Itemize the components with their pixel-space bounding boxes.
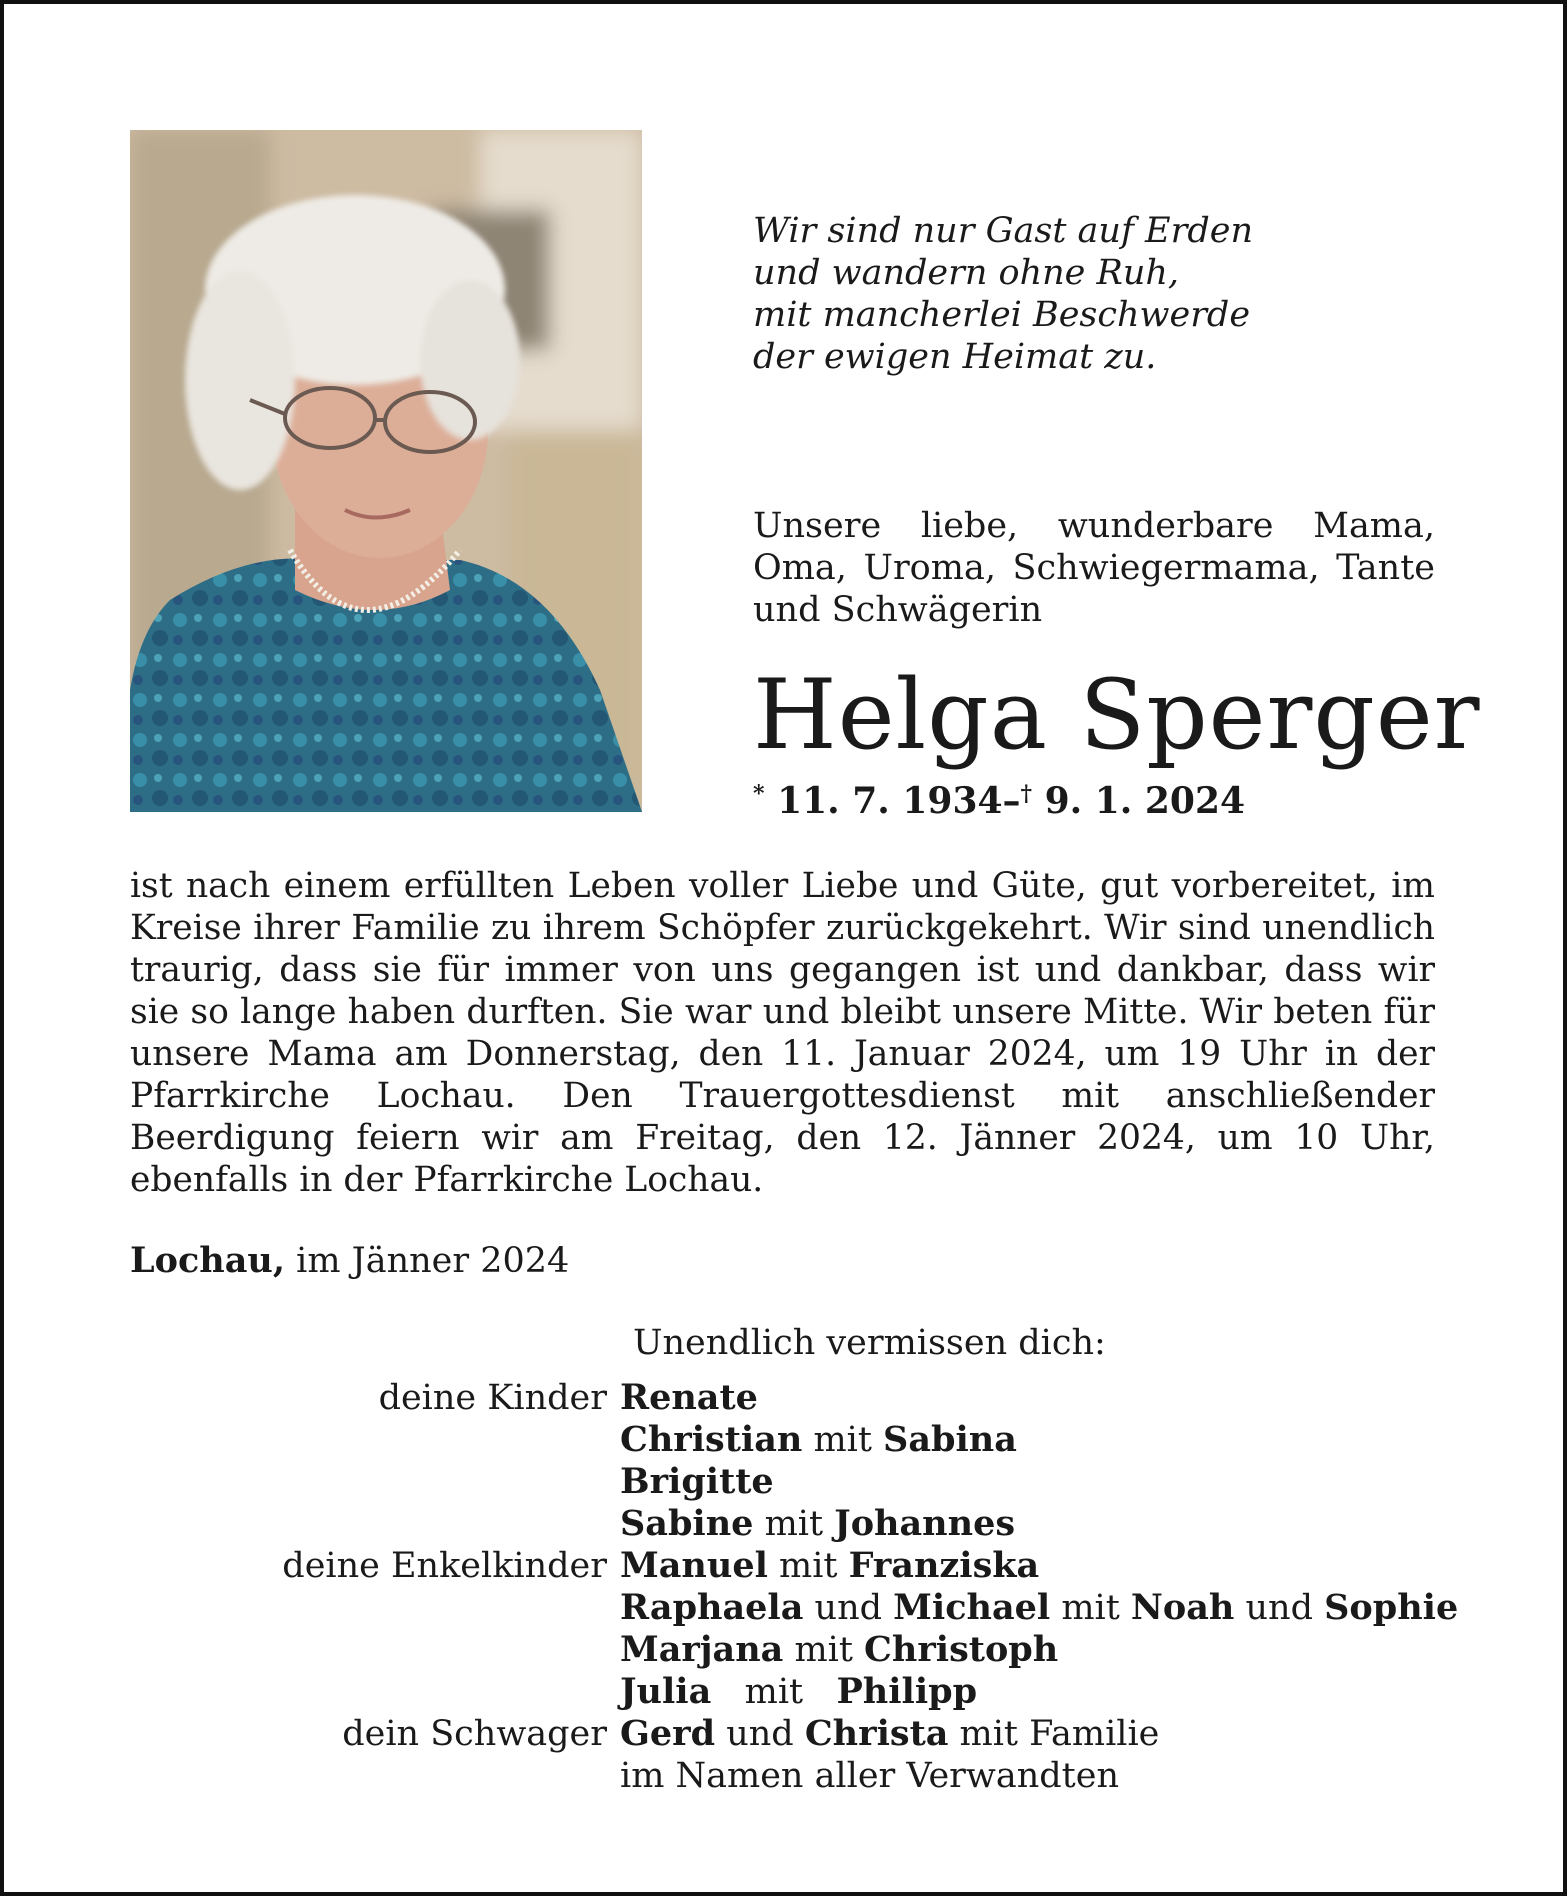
mourner-name: Christoph bbox=[864, 1629, 1059, 1670]
mourner-name: Philipp bbox=[836, 1671, 978, 1712]
mourner-name: Manuel bbox=[620, 1545, 768, 1586]
mourner-connector: und bbox=[1234, 1588, 1325, 1628]
poem-line: mit mancherlei Beschwerde bbox=[753, 295, 1251, 335]
mourner-row bbox=[130, 1587, 1490, 1629]
deceased-name: Helga Sperger bbox=[753, 659, 1481, 771]
mourner-role bbox=[130, 1461, 620, 1503]
intro-text: Unsere liebe, wunderbare Mama, Oma, Uroma, Schwiegermama, Tante und Schwägerin bbox=[753, 506, 1435, 630]
mourner-names bbox=[620, 1461, 774, 1503]
mourner-name: Sabina bbox=[883, 1419, 1017, 1460]
mourner-name: Noah bbox=[1130, 1587, 1235, 1628]
mourner-row bbox=[130, 1419, 1490, 1461]
mourner-connector: mit bbox=[711, 1672, 837, 1712]
poem bbox=[753, 210, 1253, 378]
mourner-connector: im Namen aller Verwandten bbox=[620, 1756, 1119, 1796]
mourner-row bbox=[130, 1713, 1490, 1755]
mourner-connector: und bbox=[715, 1714, 805, 1754]
mourner-connector: mit bbox=[783, 1630, 865, 1670]
mourner-names bbox=[620, 1671, 977, 1713]
mourner-name: Christa bbox=[804, 1713, 949, 1754]
mourner-row bbox=[130, 1671, 1490, 1713]
mourner-name: Michael bbox=[893, 1587, 1051, 1628]
mourner-connector: mit Familie bbox=[948, 1714, 1160, 1754]
mourner-row bbox=[130, 1629, 1490, 1671]
mourner-role: deine Kinder bbox=[378, 1378, 607, 1418]
mourner-name: Renate bbox=[620, 1377, 758, 1418]
mourner-name: Gerd bbox=[620, 1713, 716, 1754]
poem-line: der ewigen Heimat zu. bbox=[753, 337, 1157, 377]
mourner-names bbox=[620, 1755, 1119, 1797]
place-date bbox=[130, 1240, 569, 1282]
mourner-role bbox=[130, 1503, 620, 1545]
mourner-name: Sabine bbox=[620, 1503, 754, 1544]
mourner-name: Brigitte bbox=[620, 1461, 774, 1502]
mourner-connector: und bbox=[803, 1588, 894, 1628]
mourner-role bbox=[130, 1629, 620, 1671]
mourner-name: Christian bbox=[620, 1419, 803, 1460]
death-date: 9. 1. 2024 bbox=[1044, 780, 1246, 822]
mourner-role bbox=[130, 1671, 620, 1713]
poem-line: Wir sind nur Gast auf Erden bbox=[753, 211, 1253, 251]
mourner-row bbox=[130, 1461, 1490, 1503]
mourner-role: dein Schwager bbox=[342, 1714, 607, 1754]
mourner-connector: mit bbox=[802, 1420, 884, 1460]
obituary-body: ist nach einem erfüllten Leben voller Liebe und Güte, gut vorbereitet, im Kreise ihrer Familie zu ihrem Schöpfer zurückgekehrt. Wir sind unendlich traurig, dass sie für immer von uns gegangen ist und dankbar, dass wir sie so lange haben durften. Sie war und bleibt unsere Mitte. Wir beten für unsere Mama am Donnerstag, den 11. Januar 2024, um 19 Uhr in der Pfarrkirche Lochau. Den Trauergottesdienst mit anschließender Beerdigung feiern wir am Freitag, den 12. Jänner 2024, um 10 Uhr, ebenfalls in der Pfarrkirche Lochau. bbox=[130, 866, 1435, 1200]
mourner-row bbox=[130, 1503, 1490, 1545]
mourner-role: deine Enkelkinder bbox=[282, 1546, 607, 1586]
mourners-list bbox=[130, 1377, 1490, 1797]
place-month: im Jänner 2024 bbox=[296, 1241, 570, 1281]
portrait-photo bbox=[130, 130, 642, 812]
death-cross: † bbox=[1020, 781, 1033, 807]
birth-date: 11. 7. 1934 bbox=[777, 780, 1003, 822]
mourner-name: Julia bbox=[620, 1671, 712, 1712]
mourner-name: Marjana bbox=[620, 1629, 784, 1670]
birth-star: * bbox=[753, 781, 765, 807]
mourner-names bbox=[620, 1419, 1017, 1461]
mourner-role bbox=[130, 1587, 620, 1629]
mourner-row bbox=[130, 1755, 1490, 1797]
mourner-name: Sophie bbox=[1324, 1587, 1459, 1628]
mourner-names bbox=[620, 1545, 1039, 1587]
portrait-illustration bbox=[130, 130, 642, 812]
mourner-connector: mit bbox=[1050, 1588, 1131, 1628]
date-dash: – bbox=[1002, 780, 1021, 822]
place-town: Lochau, bbox=[130, 1240, 286, 1281]
mourner-names bbox=[620, 1629, 1058, 1671]
mourner-connector: mit bbox=[767, 1546, 849, 1586]
mourner-connector: mit bbox=[753, 1504, 835, 1544]
mourner-role bbox=[130, 1419, 620, 1461]
mourner-role bbox=[130, 1755, 620, 1797]
mourner-names bbox=[620, 1503, 1015, 1545]
mourners-heading: Unendlich vermissen dich: bbox=[633, 1323, 1106, 1363]
mourner-row bbox=[130, 1377, 1490, 1419]
poem-line: und wandern ohne Ruh, bbox=[753, 253, 1180, 293]
life-dates bbox=[753, 780, 1245, 822]
mourner-names bbox=[620, 1377, 758, 1419]
mourner-names bbox=[620, 1587, 1458, 1629]
mourner-name: Raphaela bbox=[620, 1587, 804, 1628]
mourner-name: Johannes bbox=[834, 1503, 1016, 1544]
mourner-row bbox=[130, 1545, 1490, 1587]
mourner-name: Franziska bbox=[848, 1545, 1040, 1586]
mourner-names bbox=[620, 1713, 1159, 1755]
